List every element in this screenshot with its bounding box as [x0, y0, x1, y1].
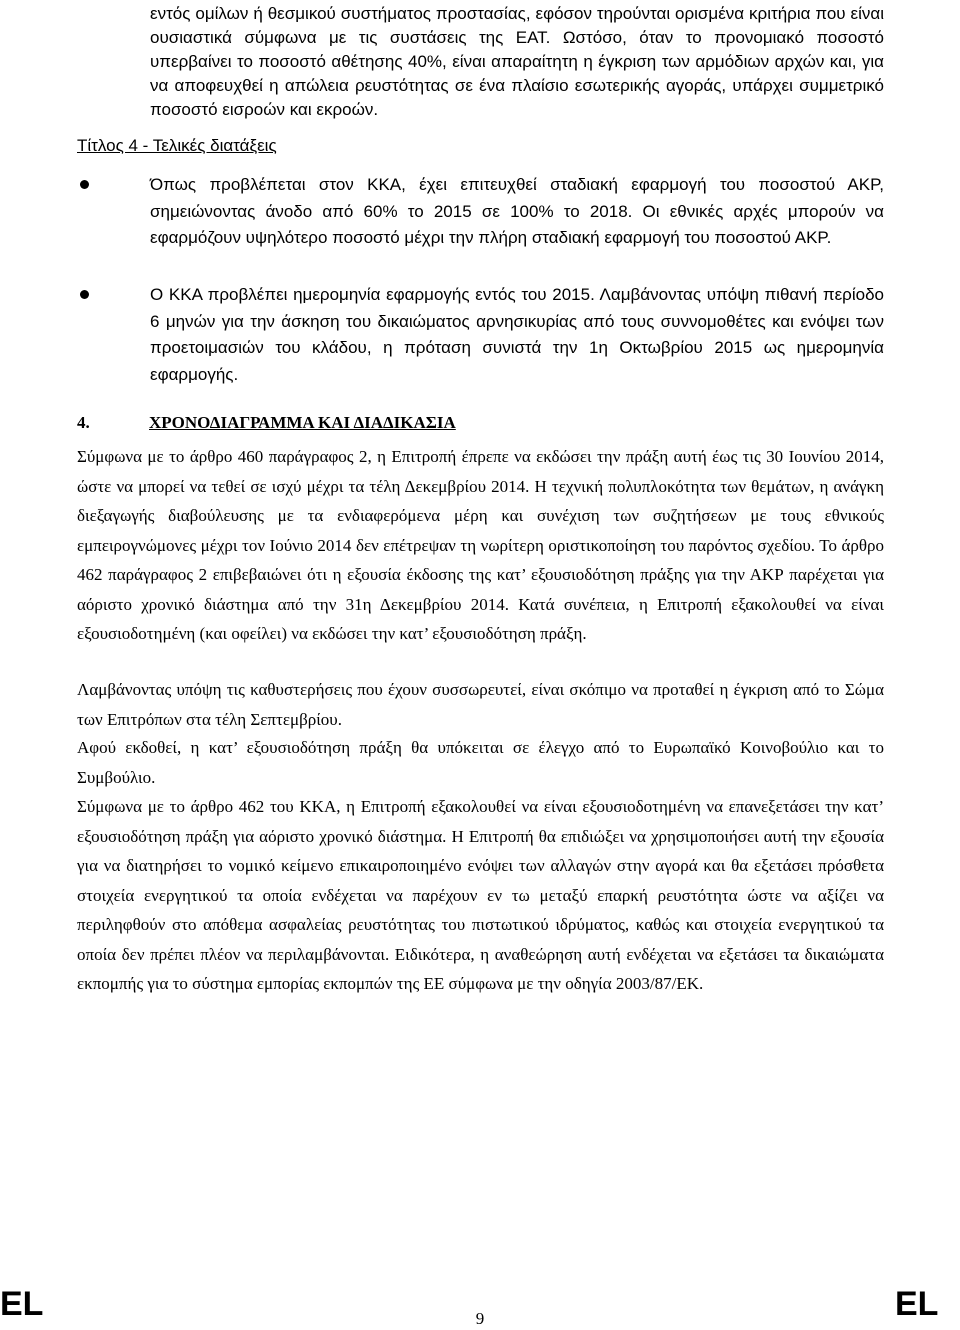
bullet-item: Ο ΚΚΑ προβλέπει ημερομηνία εφαρμογής εντός του 2015. Λαμβάνοντας υπόψη πιθανή περίοδο 6 μηνών για την άσκηση του δικαιώματος αρνησικυρίας από τους συννομοθέτες και ενόψει των προετοιμασιών του κλάδου, η πρόταση συνιστά την 1η Οκτωβρίου 2015 ως ημερομηνία εφαρμογής.	[150, 285, 884, 384]
paragraph: Σύμφωνα με το άρθρο 462 του ΚΚΑ, η Επιτροπή εξακολουθεί να είναι εξουσιοδοτημένη να επανεξετάσει την κατ’ εξουσιοδότηση πράξη για αόριστο χρονικό διάστημα. Η Επιτροπή θα επιδιώξει να χρησιμοποιήσει αυτή την εξουσία για να διατηρήσει το νομικό κείμενο επικαιροποιημένο ενόψει των αλλαγών στην αγορά και θα εξετάσει πρόσθετα στοιχεία ενεργητικού τα οποία ενδέχεται να παρέχουν εν τω μεταξύ επαρκή ρευστότητα ώστε να αξίζει να περιληφθούν στο απόθεμα ασφαλείας ρευστότητας του πιστωτικού ιδρύματος, καθώς και στοιχεία ενεργητικού τα οποία δεν πρέπει πλέον να περιλαμβάνονται. Ειδικότερα, η αναθεώρηση αυτή ενδέχεται να εξετάσει τα δικαιώματα εκπομπής για το σύστημα εμπορίας εκπομπών της ΕΕ σύμφωνα με την οδηγία 2003/87/ΕΚ.	[77, 797, 884, 993]
paragraph: Σύμφωνα με το άρθρο 460 παράγραφος 2, η Επιτροπή έπρεπε να εκδώσει την πράξη αυτή έως τις 30 Ιουνίου 2014, ώστε να μπορεί να τεθεί σε ισχύ μέχρι τα τέλη Δεκεμβρίου 2014. Η τεχνική πολυπλοκότητα των θεμάτων, η ανάγκη διεξαγωγής διαβούλευσης με τα ενδιαφερόμενα μέρη και συνέχιση των συζητήσεων με τους εθνικούς εμπειρογνώμονες μέχρι τον Ιούνιο 2014 δεν επέτρεψαν τη νωρίτερη οριστικοποίηση του παρόντος σχεδίου. Το άρθρο 462 παράγραφος 2 επιβεβαιώνει ότι η εξουσία έκδοσης της κατ’ εξουσιοδότηση πράξης για την ΑΚΡ παρέχεται για αόριστο χρονικό διάστημα από την 31η Δεκεμβρίου 2014. Κατά συνέπεια, η Επιτροπή εξακολουθεί να είναι εξουσιοδοτημένη (και οφείλει) να εκδώσει την κατ’ εξουσιοδότηση πράξη.	[77, 447, 884, 643]
bullet-icon	[80, 290, 89, 299]
section-number: 4.	[77, 413, 90, 432]
title-4-heading: Τίτλος 4 - Τελικές διατάξεις	[77, 136, 277, 155]
page-number: 9	[475, 1309, 485, 1328]
paragraph: Λαμβάνοντας υπόψη τις καθυστερήσεις που έχουν συσσωρευτεί, είναι σκόπιμο να προταθεί η έγκριση από το Σώμα των Επιτρόπων στα τέλη Σεπτεμβρίου.	[77, 680, 884, 729]
bullet-item: Όπως προβλέπεται στον ΚΚΑ, έχει επιτευχθεί σταδιακή εφαρμογή του ποσοστού ΑΚΡ, σημειώνοντας άνοδο από 60% το 2015 σε 100% το 2018. Οι εθνικές αρχές μπορούν να εφαρμόζουν υψηλότερο ποσοστό μέχρι την πλήρη σταδιακή εφαρμογή του ποσοστού ΑΚΡ.	[150, 175, 884, 247]
continued-paragraph: εντός ομίλων ή θεσμικού συστήματος προστασίας, εφόσον τηρούνται ορισμένα κριτήρια που είναι ουσιαστικά σύμφωνα με τις συστάσεις της ΕΑΤ. Ωστόσο, όταν το προνομιακό ποσοστό υπερβαίνει το ποσοστό αθέτησης 40%, είναι απαραίτητη η έγκριση των αρμόδιων αρχών και, για να αποφευχθεί η απώλεια ρευστότητας σε ένα πλαίσιο εσωτερικής αγοράς, υπάρχει συμμετρικό ποσοστό εισροών και εκροών.	[150, 4, 884, 119]
section-title: ΧΡΟΝΟΔΙΑΓΡΑΜΜΑ ΚΑΙ ΔΙΑΔΙΚΑΣΙΑ	[149, 413, 456, 432]
bullet-icon	[80, 180, 89, 189]
footer-language-right: EL	[895, 1285, 939, 1323]
paragraph: Αφού εκδοθεί, η κατ’ εξουσιοδότηση πράξη θα υπόκειται σε έλεγχο από το Ευρωπαϊκό Κοινοβούλιο και το Συμβούλιο.	[77, 738, 884, 787]
footer-language-left: EL	[0, 1285, 44, 1323]
